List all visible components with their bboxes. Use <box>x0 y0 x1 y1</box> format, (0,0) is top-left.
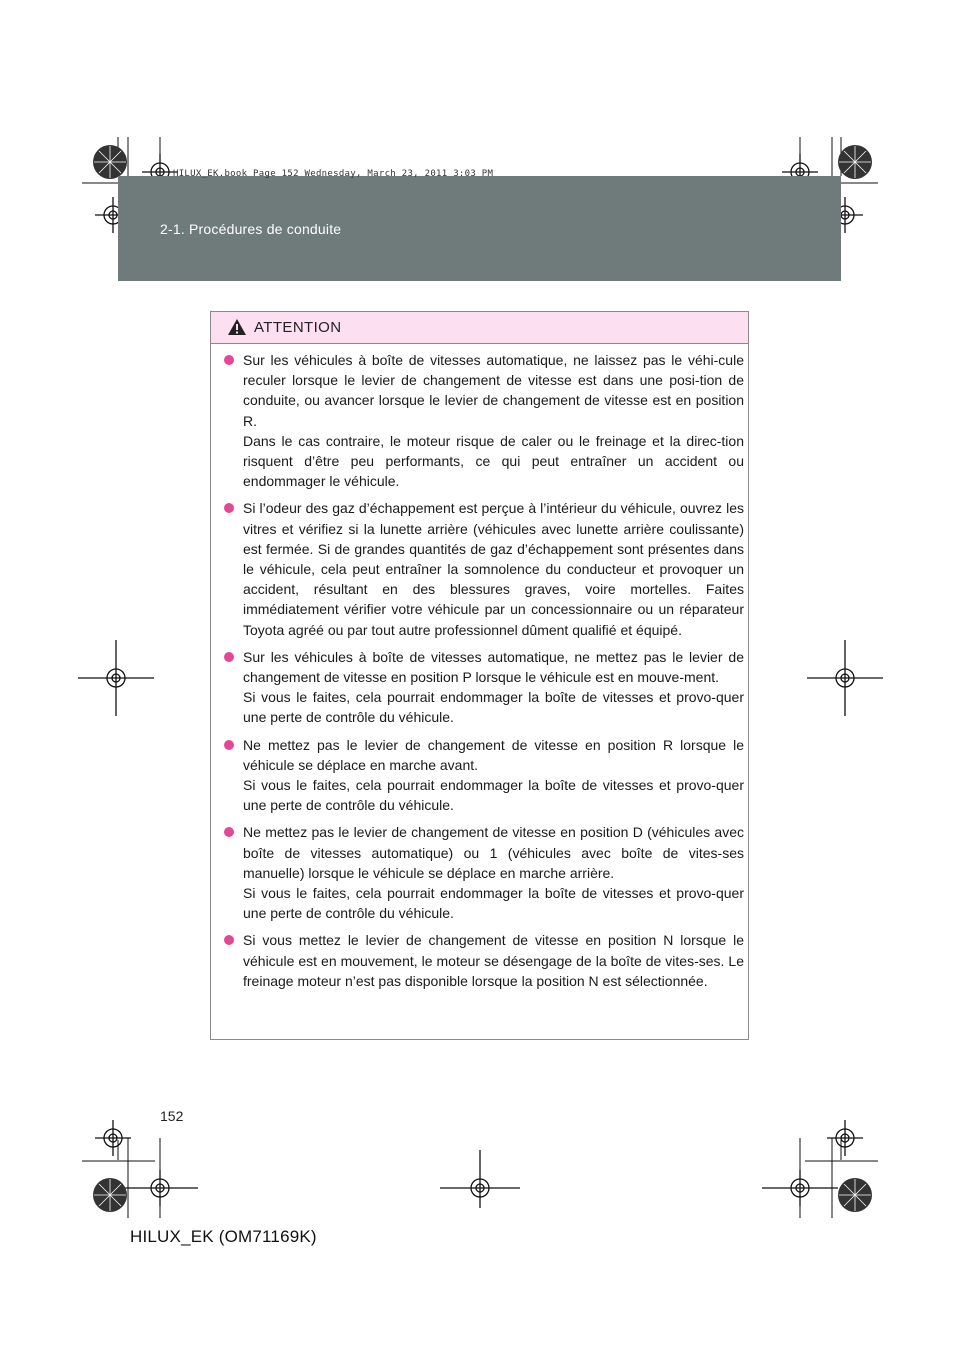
warning-paragraph: Ne mettez pas le levier de changement de vitesse en position D (véhicules avec boîte de vitesses automatique) ou 1 (véhicules avec boîte de vites-ses manuelle) lorsque le véhicule se déplace en marche arrière. <box>243 824 744 881</box>
warning-paragraph: Ne mettez pas le levier de changement de vitesse en position R lorsque le véhicule se déplace en marche avant. <box>243 736 744 773</box>
bullet-dot-icon <box>224 740 234 750</box>
warning-paragraph: Sur les véhicules à boîte de vitesses automatique, ne laissez pas le véhi-cule reculer lorsque le levier de changement de vitesse est dans une posi-tion de conduite, ou avancer lorsque le levier de changement de vitesse est en position R. <box>243 352 744 429</box>
warning-triangle-icon <box>227 318 247 336</box>
warning-item <box>224 647 744 728</box>
page-number: 152 <box>160 1108 184 1124</box>
warning-paragraph: Dans le cas contraire, le moteur risque de caler ou le freinage et la direc-tion risquent d’être peu performants, ce qui peut entraîner un accident ou endommager le véhicule. <box>243 432 744 490</box>
warning-paragraph: Si vous mettez le levier de changement de vitesse en position N lorsque le véhicule est en mouvement, le moteur se désengage de la boîte de vites-ses. Le freinage moteur n’est pas disponible lorsque la position N est sélectionnée. <box>243 932 744 989</box>
section-title: 2-1. Procédures de conduite <box>160 221 342 237</box>
warning-item <box>224 350 744 491</box>
warning-paragraph: Si l’odeur des gaz d’échappement est perçue à l’intérieur du véhicule, ouvrez les vitres et vérifiez si la lunette arrière (véhicules avec lunette arrière coulissante) est fermée. Si de grandes quantités de gaz d’échappement sont présentes dans le véhicule, cela peut entraîner la somnolence du conducteur et provoquer un accident, résultant en des blessures graves, voire mortelles. Faites immédiatement vérifier votre véhicule par un concessionnaire ou un réparateur Toyota agréé ou par tout autre professionnel dûment qualifié et équipé. <box>243 500 744 638</box>
warning-item <box>224 498 744 639</box>
warning-list <box>224 350 744 998</box>
warning-item <box>224 930 744 991</box>
warning-paragraph: Sur les véhicules à boîte de vitesses automatique, ne mettez pas le levier de changement de vitesse en position P lorsque le véhicule est en mouve-ment. <box>243 648 744 686</box>
bullet-dot-icon <box>224 935 234 945</box>
print-slug: HILUX_EK.book Page 152 Wednesday, March 23, 2011 3:03 PM <box>173 169 494 179</box>
warning-paragraph: Si vous le faites, cela pourrait endommager la boîte de vitesses et provo-quer une perte de contrôle du véhicule. <box>243 777 744 814</box>
bullet-dot-icon <box>224 503 234 513</box>
warning-item <box>224 735 744 816</box>
bullet-dot-icon <box>224 827 234 837</box>
bullet-dot-icon <box>224 355 234 365</box>
warning-item <box>224 822 744 923</box>
warning-box <box>210 311 749 1040</box>
warning-paragraph: Si vous le faites, cela pourrait endommager la boîte de vitesses et provo-quer une perte de contrôle du véhicule. <box>243 689 744 726</box>
warning-title: ATTENTION <box>254 319 342 336</box>
manual-code: HILUX_EK (OM71169K) <box>130 1227 317 1246</box>
bullet-dot-icon <box>224 652 234 662</box>
warning-header <box>211 312 748 344</box>
warning-paragraph: Si vous le faites, cela pourrait endommager la boîte de vitesses et provo-quer une perte de contrôle du véhicule. <box>243 885 744 922</box>
